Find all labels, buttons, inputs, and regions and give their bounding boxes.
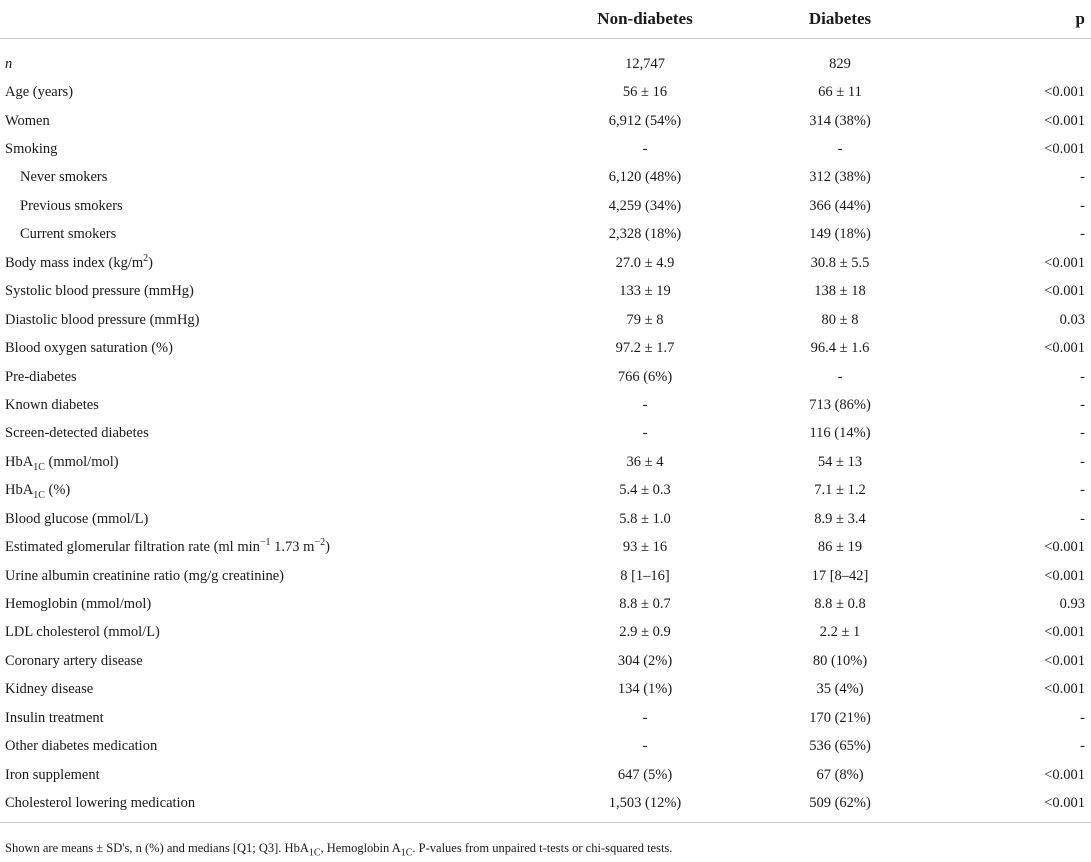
p-value: - xyxy=(1080,482,1085,499)
row-label-text: Previous smokers xyxy=(20,197,123,214)
p-value: <0.001 xyxy=(1044,624,1085,641)
row-label xyxy=(0,221,420,249)
nondiabetes-value: 93 ± 16 xyxy=(622,539,668,556)
nondiabetes-value: 5.4 ± 0.3 xyxy=(619,482,671,499)
nondiabetes-value: - xyxy=(642,396,648,413)
table-row xyxy=(0,477,1091,505)
nondiabetes-value: 97.2 ± 1.7 xyxy=(615,340,675,357)
row-label xyxy=(0,477,420,505)
diabetes-value: 35 (4%) xyxy=(816,681,864,698)
nondiabetes-value: 27.0 ± 4.9 xyxy=(615,254,675,271)
footnote-text-2: , Hemoglobin A xyxy=(320,841,401,855)
table-row xyxy=(0,107,1091,135)
row-label-part: HbA xyxy=(5,453,34,470)
row-label-text: Age (years) xyxy=(5,84,74,101)
diabetes-value: 96.4 ± 1.6 xyxy=(810,340,870,357)
nondiabetes-value: 8 [1–16] xyxy=(620,567,670,584)
row-label xyxy=(0,135,420,163)
p-value: <0.001 xyxy=(1044,283,1085,300)
nondiabetes-value: - xyxy=(642,425,648,442)
diabetes-value: 8.8 ± 0.8 xyxy=(814,596,866,613)
nondiabetes-value: - xyxy=(642,141,648,158)
header-label-cell xyxy=(0,0,420,39)
row-label-part: HbA xyxy=(5,482,34,499)
row-label-text: Other diabetes medication xyxy=(5,738,158,755)
table-row xyxy=(0,334,1091,362)
row-label-text: Insulin treatment xyxy=(5,709,104,726)
diabetes-value: 366 (44%) xyxy=(809,197,871,214)
p-value: <0.001 xyxy=(1044,681,1085,698)
row-label xyxy=(0,249,420,277)
row-label-part: (mmol/mol) xyxy=(44,453,119,470)
p-value: - xyxy=(1080,510,1085,527)
p-value: <0.001 xyxy=(1044,141,1085,158)
table-row xyxy=(0,306,1091,334)
p-value: - xyxy=(1080,425,1085,442)
diabetes-value: 312 (38%) xyxy=(809,169,871,186)
diabetes-value: 829 xyxy=(829,55,851,72)
nondiabetes-value: 1,503 (12%) xyxy=(420,789,750,822)
row-label xyxy=(0,363,420,391)
footnote-sub-1: 1C xyxy=(308,847,321,859)
diabetes-value: 314 (38%) xyxy=(809,112,871,129)
diabetes-value: 149 (18%) xyxy=(809,226,871,243)
p-value: <0.001 xyxy=(1044,766,1085,783)
nondiabetes-value: 8.8 ± 0.7 xyxy=(619,596,671,613)
p-value: - xyxy=(1080,197,1085,214)
p-value: <0.001 xyxy=(1044,254,1085,271)
row-label-part: ) xyxy=(325,539,330,556)
row-label-text: LDL cholesterol (mmol/L) xyxy=(5,624,160,641)
diabetes-value: 67 (8%) xyxy=(816,766,864,783)
header-p-value: p xyxy=(930,0,1091,39)
row-label-part: Body mass index (kg/m xyxy=(5,254,144,271)
table-row xyxy=(0,135,1091,163)
row-label-text: Current smokers xyxy=(20,226,117,243)
diabetes-value: 170 (21%) xyxy=(809,709,871,726)
nondiabetes-value: 6,912 (54%) xyxy=(608,112,682,129)
p-value: <0.001 xyxy=(1044,84,1085,101)
row-label-part: −2 xyxy=(314,537,326,549)
nondiabetes-value: 12,747 xyxy=(625,55,665,72)
row-label-text: Never smokers xyxy=(20,169,108,186)
row-label-text: Kidney disease xyxy=(5,681,94,698)
footnote-text-3: . P-values from unpaired t-tests or chi-squared tests. xyxy=(412,841,673,855)
diabetes-value: 80 ± 8 xyxy=(821,311,859,328)
table-row xyxy=(0,789,1091,822)
nondiabetes-value: 2.9 ± 0.9 xyxy=(619,624,671,641)
diabetes-value: 536 (65%) xyxy=(809,738,871,755)
row-label-text: Blood glucose (mmol/L) xyxy=(5,510,149,527)
row-label xyxy=(0,590,420,618)
nondiabetes-value: 133 ± 19 xyxy=(619,283,671,300)
table-footnote xyxy=(5,841,673,859)
nondiabetes-value: 647 (5%) xyxy=(617,766,673,783)
p-value: - xyxy=(1080,226,1085,243)
row-label xyxy=(0,278,420,306)
row-label-part: 1C xyxy=(33,490,45,502)
p-value: 0.93 xyxy=(1059,596,1085,613)
p-value: <0.001 xyxy=(930,789,1091,822)
diabetes-value: 713 (86%) xyxy=(809,396,871,413)
table-row xyxy=(0,562,1091,590)
diabetes-value: 86 ± 19 xyxy=(817,539,863,556)
table-row xyxy=(0,761,1091,789)
row-label-part: 1C xyxy=(33,461,45,473)
p-value: <0.001 xyxy=(1044,567,1085,584)
row-label-text: n xyxy=(5,55,13,72)
p-value: <0.001 xyxy=(1044,340,1085,357)
row-label xyxy=(0,733,420,761)
table-row xyxy=(0,249,1091,277)
row-label-text: Known diabetes xyxy=(5,396,99,413)
row-label-text: Screen-detected diabetes xyxy=(5,425,149,442)
diabetes-value: 116 (14%) xyxy=(809,425,871,442)
table-row xyxy=(0,533,1091,561)
p-value: - xyxy=(1080,368,1085,385)
nondiabetes-value: - xyxy=(642,709,648,726)
row-label-text: Iron supplement xyxy=(5,766,100,783)
p-value: <0.001 xyxy=(1044,652,1085,669)
table-row xyxy=(0,221,1091,249)
row-label xyxy=(0,789,420,822)
table-row xyxy=(0,391,1091,419)
row-label xyxy=(0,505,420,533)
row-label xyxy=(0,50,420,78)
row-label-part: 2 xyxy=(143,252,149,264)
row-label xyxy=(0,420,420,448)
header-nondiabetes: Non-diabetes xyxy=(420,0,750,39)
p-value: - xyxy=(1080,396,1085,413)
row-label-text: Urine albumin creatinine ratio (mg/g creatinine) xyxy=(5,567,285,584)
diabetes-value: - xyxy=(837,368,843,385)
row-label xyxy=(0,164,420,192)
diabetes-value: 2.2 ± 1 xyxy=(819,624,861,641)
row-label xyxy=(0,704,420,732)
footnote-text-1: Shown are means ± SD's, n (%) and medians [Q1; Q3]. HbA xyxy=(5,841,309,855)
diabetes-value: 8.9 ± 3.4 xyxy=(814,510,866,527)
nondiabetes-value: 4,259 (34%) xyxy=(608,197,682,214)
row-label-part: ) xyxy=(148,254,153,271)
row-label-text: Blood oxygen saturation (%) xyxy=(5,340,173,357)
row-label-part: Estimated glomerular filtration rate (ml min xyxy=(5,539,260,556)
table-row xyxy=(0,647,1091,675)
nondiabetes-value: 36 ± 4 xyxy=(626,453,664,470)
table-row xyxy=(0,50,1091,78)
row-label xyxy=(0,619,420,647)
header-row xyxy=(0,0,1091,39)
row-label-text: Cholesterol lowering medication xyxy=(5,795,196,812)
nondiabetes-value: 6,120 (48%) xyxy=(608,169,682,186)
diabetes-value: 54 ± 13 xyxy=(817,453,863,470)
p-value: <0.001 xyxy=(1044,112,1085,129)
nondiabetes-value: 304 (2%) xyxy=(617,652,673,669)
table-row xyxy=(0,78,1091,106)
row-label xyxy=(0,647,420,675)
p-value: - xyxy=(1080,169,1085,186)
row-label-part: 1.73 m xyxy=(270,539,315,556)
row-label xyxy=(0,562,420,590)
table-row xyxy=(0,278,1091,306)
row-label-text: Coronary artery disease xyxy=(5,652,143,669)
row-label-text: Hemoglobin (mmol/mol) xyxy=(5,596,152,613)
row-label xyxy=(0,192,420,220)
table-row xyxy=(0,704,1091,732)
p-value: 0.03 xyxy=(1059,311,1085,328)
diabetes-value: - xyxy=(837,141,843,158)
row-label-text: Smoking xyxy=(5,141,58,158)
row-label xyxy=(0,306,420,334)
diabetes-value: 7.1 ± 1.2 xyxy=(814,482,866,499)
nondiabetes-value: 2,328 (18%) xyxy=(608,226,682,243)
p-value: <0.001 xyxy=(1044,539,1085,556)
nondiabetes-value: 5.8 ± 1.0 xyxy=(619,510,671,527)
nondiabetes-value: 766 (6%) xyxy=(617,368,673,385)
p-value: - xyxy=(1080,738,1085,755)
row-label-text: Pre-diabetes xyxy=(5,368,77,385)
nondiabetes-value: 134 (1%) xyxy=(617,681,673,698)
table-row xyxy=(0,448,1091,476)
row-label xyxy=(0,761,420,789)
table-row xyxy=(0,733,1091,761)
row-label-text: Diastolic blood pressure (mmHg) xyxy=(5,311,200,328)
row-label xyxy=(0,533,420,561)
diabetes-value: 80 (10%) xyxy=(812,652,868,669)
row-label-part: −1 xyxy=(259,537,271,549)
table-row xyxy=(0,619,1091,647)
diabetes-value: 509 (62%) xyxy=(750,789,930,822)
row-label xyxy=(0,448,420,476)
p-value: - xyxy=(1080,453,1085,470)
row-label-text: Systolic blood pressure (mmHg) xyxy=(5,283,194,300)
row-label xyxy=(0,334,420,362)
header-diabetes: Diabetes xyxy=(750,0,930,39)
row-label xyxy=(0,107,420,135)
nondiabetes-value: 56 ± 16 xyxy=(622,84,668,101)
row-label-part: (%) xyxy=(44,482,71,499)
footnote-sub-2: 1C xyxy=(400,847,413,859)
table-row xyxy=(0,676,1091,704)
nondiabetes-value: 79 ± 8 xyxy=(626,311,664,328)
diabetes-value: 66 ± 11 xyxy=(818,84,862,101)
row-label xyxy=(0,391,420,419)
row-label-text: Women xyxy=(5,112,50,129)
table-row xyxy=(0,192,1091,220)
diabetes-value: 17 [8–42] xyxy=(811,567,869,584)
table-row xyxy=(0,505,1091,533)
row-label xyxy=(0,78,420,106)
row-label xyxy=(0,676,420,704)
table-row xyxy=(0,590,1091,618)
diabetes-value: 138 ± 18 xyxy=(814,283,866,300)
diabetes-value: 30.8 ± 5.5 xyxy=(810,254,870,271)
p-value: - xyxy=(1080,709,1085,726)
table-row xyxy=(0,420,1091,448)
nondiabetes-value: - xyxy=(642,738,648,755)
table-row xyxy=(0,164,1091,192)
table-row xyxy=(0,363,1091,391)
p-value xyxy=(930,50,1091,78)
